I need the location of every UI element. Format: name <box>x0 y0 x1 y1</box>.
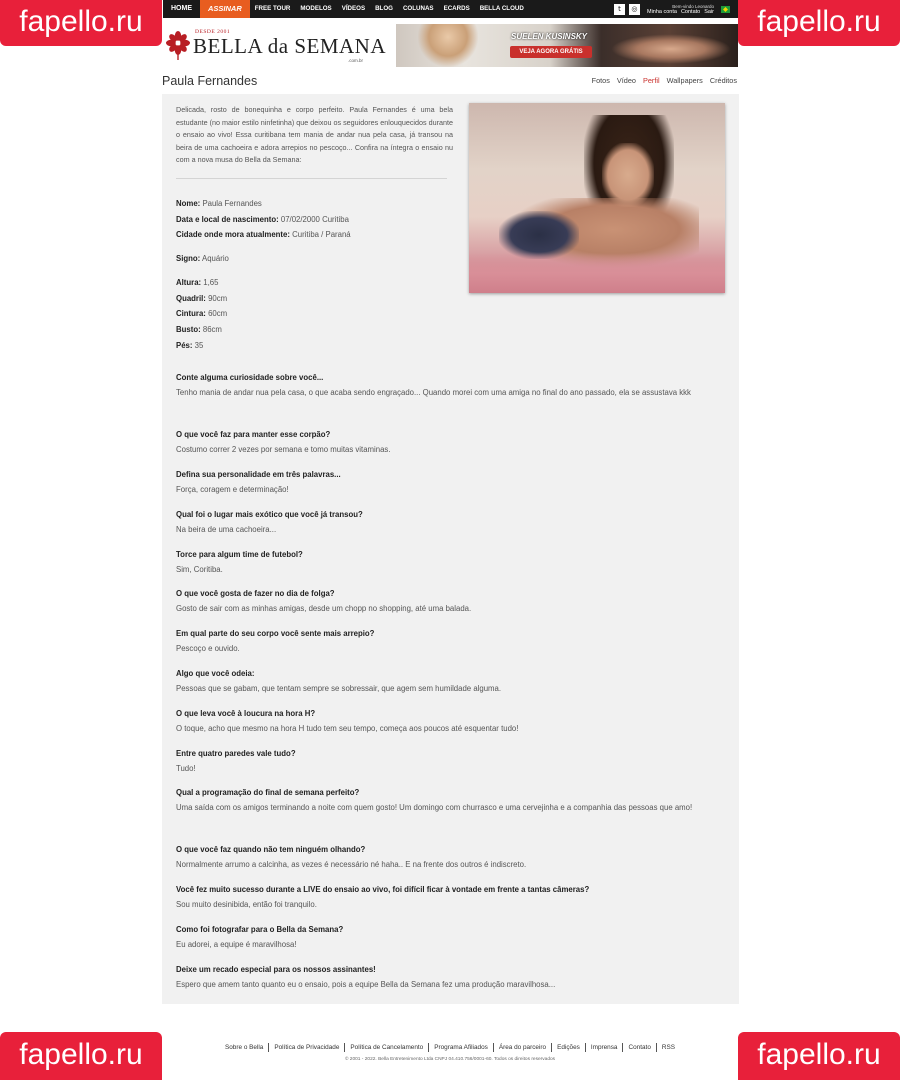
promo-banner[interactable] <box>396 24 738 67</box>
nav-ecards[interactable]: ECARDS <box>443 5 470 12</box>
welcome-text: Bem-vindo Leonardo <box>672 3 714 9</box>
qa-item <box>176 628 726 655</box>
tab-video[interactable]: Vídeo <box>616 76 636 85</box>
answer: Pescoço e ouvido. <box>176 644 240 653</box>
footer-link-rss[interactable]: RSS <box>656 1043 680 1052</box>
question: O que você faz quando não tem ninguém olhando? <box>176 845 366 854</box>
watermark-bottom-left: fapello.ru <box>0 1032 162 1080</box>
answer: Força, coragem e determinação! <box>176 485 289 494</box>
fact-cintura: Cintura: 60cm <box>176 309 228 319</box>
tab-wallpapers[interactable]: Wallpapers <box>666 76 703 85</box>
qa-item <box>176 429 726 456</box>
qa-item <box>176 844 726 871</box>
twitter-icon[interactable]: t <box>614 4 625 15</box>
question: Qual a programação do final de semana perfeito? <box>176 788 360 797</box>
logo-domain: .com.br <box>348 58 364 63</box>
footer-link-contato[interactable]: Contato <box>622 1043 655 1052</box>
main-menu <box>163 0 529 18</box>
answer: Pessoas que se gabam, que tentam sempre se sobressair, que agem sem humildade alguma. <box>176 684 502 693</box>
question: Em qual parte do seu corpo você sente mais arrepio? <box>176 629 375 638</box>
divider <box>176 178 447 179</box>
answer: Uma saída com os amigos terminando a noite com quem gosto! Um domingo com churrasco e uma cervejinha e a companhia das pessoas que amo! <box>176 803 693 812</box>
question: Defina sua personalidade em três palavras... <box>176 470 341 479</box>
tab-perfil[interactable]: Perfil <box>642 76 660 85</box>
fact-cidade: Cidade onde mora atualmente: Curitiba / Paraná <box>176 230 351 240</box>
question: O que você gosta de fazer no dia de folga? <box>176 589 335 598</box>
top-navigation-bar <box>163 0 738 18</box>
footer-link-imprensa[interactable]: Imprensa <box>585 1043 623 1052</box>
question: Como foi fotografar para o Bella da Semana? <box>176 925 344 934</box>
nav-home[interactable]: HOME <box>171 5 192 12</box>
fact-altura: Altura: 1,65 <box>176 278 219 288</box>
account-menu <box>647 4 714 15</box>
brazil-flag-icon[interactable] <box>721 6 730 13</box>
account-area <box>614 0 730 18</box>
footer-link-edicoes[interactable]: Edições <box>551 1043 585 1052</box>
tab-creditos[interactable]: Créditos <box>709 76 737 85</box>
answer: Gosto de sair com as minhas amigas, desde um chopp no shopping, até uma balada. <box>176 604 472 613</box>
question: Você fez muito sucesso durante a LIVE do ensaio ao vivo, foi difícil ficar à vontade em frente a tantas câmeras? <box>176 885 590 894</box>
qa-item <box>176 372 726 399</box>
copyright: © 2001 - 2022. Bella Entretenimento Ltda CNPJ 04.410.756/0001-60. Todos os direitos reservados <box>344 1057 556 1062</box>
fact-nome: Nome: Paula Fernandes <box>176 199 262 208</box>
sair-link[interactable]: Sair <box>704 8 714 15</box>
footer-link-cancelamento[interactable]: Política de Cancelamento <box>344 1043 428 1052</box>
answer: Normalmente arrumo a calcinha, as vezes é necessário né haha.. E na frente dos outros é indiscreto. <box>176 860 527 869</box>
qa-item <box>176 469 726 496</box>
footer-link-parceiro[interactable]: Área do parceiro <box>493 1043 551 1052</box>
nav-bella-cloud[interactable]: BELLA CLOUD <box>479 5 524 12</box>
footer-links <box>0 1043 900 1052</box>
nav-free-tour[interactable]: FREE TOUR <box>254 5 291 12</box>
flower-logo-icon <box>165 30 191 60</box>
tab-fotos[interactable]: Fotos <box>591 76 610 85</box>
instagram-icon[interactable]: ◎ <box>629 4 640 15</box>
answer: Tenho mania de andar nua pela casa, o que acaba sendo engraçado... Quando morei com uma amiga no final do ano passado, ela se assustava kkk <box>176 388 691 397</box>
answer: Sim, Coritiba. <box>176 565 223 574</box>
question: Deixe um recado especial para os nossos assinantes! <box>176 965 376 974</box>
watermark-top-left: fapello.ru <box>0 0 162 46</box>
answer: Sou muito desinibida, então foi tranquilo. <box>176 900 317 909</box>
profile-facts <box>176 196 476 353</box>
profile-tabs <box>592 76 737 85</box>
watermark-top-right: fapello.ru <box>738 0 900 46</box>
footer-link-sobre[interactable]: Sobre o Bella <box>224 1044 264 1051</box>
nav-assinar[interactable]: ASSINAR <box>200 0 250 18</box>
banner-cta-button[interactable]: VEJA AGORA GRÁTIS <box>510 46 592 58</box>
qa-item <box>176 787 726 814</box>
footer-link-privacidade[interactable]: Política de Privacidade <box>268 1043 344 1052</box>
answer: O toque, acho que mesmo na hora H tudo tem seu tempo, começa aos poucos até esquentar tudo! <box>176 724 519 733</box>
fact-pes: Pés: 35 <box>176 340 204 350</box>
nav-modelos[interactable]: MODELOS <box>300 5 332 12</box>
nav-colunas[interactable]: COLUNAS <box>402 5 434 12</box>
profile-photo[interactable] <box>469 103 725 293</box>
qa-item <box>176 964 726 991</box>
qa-item <box>176 748 726 775</box>
fact-signo: Signo: Aquário <box>176 254 229 264</box>
answer: Na beira de uma cachoeira... <box>176 525 277 534</box>
question: Torce para algum time de futebol? <box>176 550 303 559</box>
question: Conte alguma curiosidade sobre você... <box>176 373 324 382</box>
nav-blog[interactable]: BLOG <box>375 5 393 12</box>
answer: Espero que amem tanto quanto eu o ensaio, pois a equipe Bella da Semana fez uma produção maravilhosa... <box>176 980 556 989</box>
site-logo[interactable] <box>165 28 386 64</box>
answer: Eu adorei, a equipe é maravilhosa! <box>176 940 297 949</box>
footer-link-afiliados[interactable]: Programa Afiliados <box>428 1043 493 1052</box>
question: Entre quatro paredes vale tudo? <box>176 749 296 758</box>
profile-panel <box>162 94 739 1004</box>
qa-item <box>176 884 726 911</box>
banner-model-photo <box>418 24 478 67</box>
banner-model-name: SUELEN KUSINSKY <box>511 32 588 41</box>
contato-link[interactable]: Contato <box>680 8 701 15</box>
question: O que leva você à loucura na hora H? <box>176 709 316 718</box>
logo-wordmark: BELLA da SEMANA <box>193 34 386 58</box>
fact-busto: Busto: 86cm <box>176 324 222 334</box>
minha-conta-link[interactable]: Minha conta <box>646 8 677 15</box>
banner-model-photo-2 <box>611 34 731 64</box>
question: O que você faz para manter esse corpão? <box>176 430 331 439</box>
intro-text: Delicada, rosto de bonequinha e corpo perfeito. Paula Fernandes é uma bela estudante (no maior estilo ninfetinha) que deixou os seguidores enlouquecidos durante o ensaio ao vivo! Essa curitibana tem mania de andar nua pela casa, já transou na beira de uma cachoeira e adora arrepios no pescoço... Confira na íntegra o ensaio nu com a nova musa do Bella da Semana: <box>176 105 453 165</box>
answer: Costumo correr 2 vezes por semana e tomo muitas vitaminas. <box>176 445 391 454</box>
page-title: Paula Fernandes <box>162 74 258 88</box>
qa-item <box>176 549 726 576</box>
qa-item <box>176 924 726 951</box>
logo-tagline: DESDE 2001 <box>195 29 231 35</box>
qa-item <box>176 588 726 615</box>
qa-item <box>176 509 726 536</box>
fact-nascimento: Data e local de nascimento: 07/02/2000 Curitiba <box>176 214 349 224</box>
answer: Tudo! <box>176 764 196 773</box>
qa-item <box>176 668 726 695</box>
watermark-bottom-right: fapello.ru <box>738 1032 900 1080</box>
question: Qual foi o lugar mais exótico que você já transou? <box>176 510 363 519</box>
fact-quadril: Quadril: 90cm <box>176 293 228 303</box>
question: Algo que você odeia: <box>176 669 255 678</box>
qa-item <box>176 708 726 735</box>
nav-videos[interactable]: VÍDEOS <box>341 5 366 12</box>
